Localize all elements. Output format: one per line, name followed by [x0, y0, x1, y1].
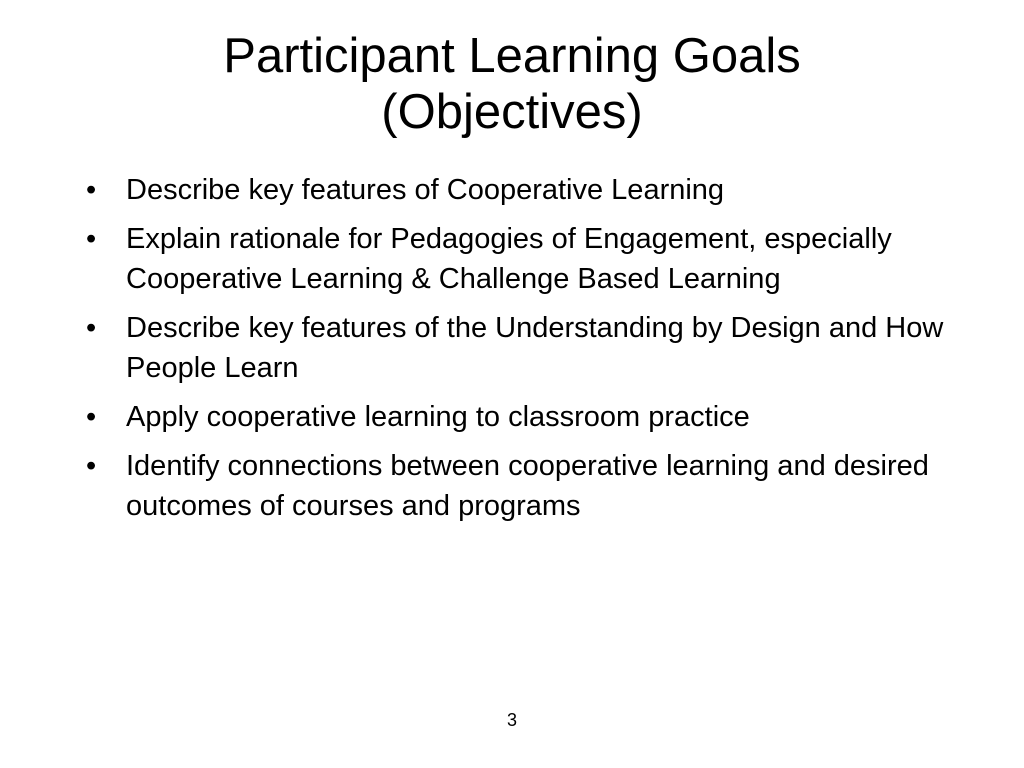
slide-title: [0, 28, 1024, 140]
bullet-icon: •: [86, 450, 97, 482]
objective-text: Apply cooperative learning to classroom practice: [126, 401, 750, 433]
objective-text: Describe key features of the Understanding by Design and How People Learn: [126, 312, 944, 384]
objective-text: Explain rationale for Pedagogies of Engagement, especially Cooperative Learning & Challenge Based Learning: [126, 223, 892, 295]
objective-text: Describe key features of Cooperative Learning: [126, 174, 725, 206]
slide-title-line: (Objectives): [381, 85, 643, 139]
slide-title-line: Participant Learning Goals: [223, 29, 801, 83]
objective-text: Identify connections between cooperative learning and desired outcomes of courses and programs: [126, 450, 929, 522]
objective-item: [86, 170, 966, 210]
objective-item: [86, 219, 966, 299]
objective-item: [86, 397, 966, 437]
objectives-list: [86, 170, 966, 535]
page-number: 3: [506, 710, 517, 730]
objective-item: [86, 308, 966, 388]
bullet-icon: •: [86, 174, 97, 206]
objective-item: [86, 446, 966, 526]
bullet-icon: •: [86, 401, 97, 433]
bullet-icon: •: [86, 223, 97, 255]
bullet-icon: •: [86, 312, 97, 344]
